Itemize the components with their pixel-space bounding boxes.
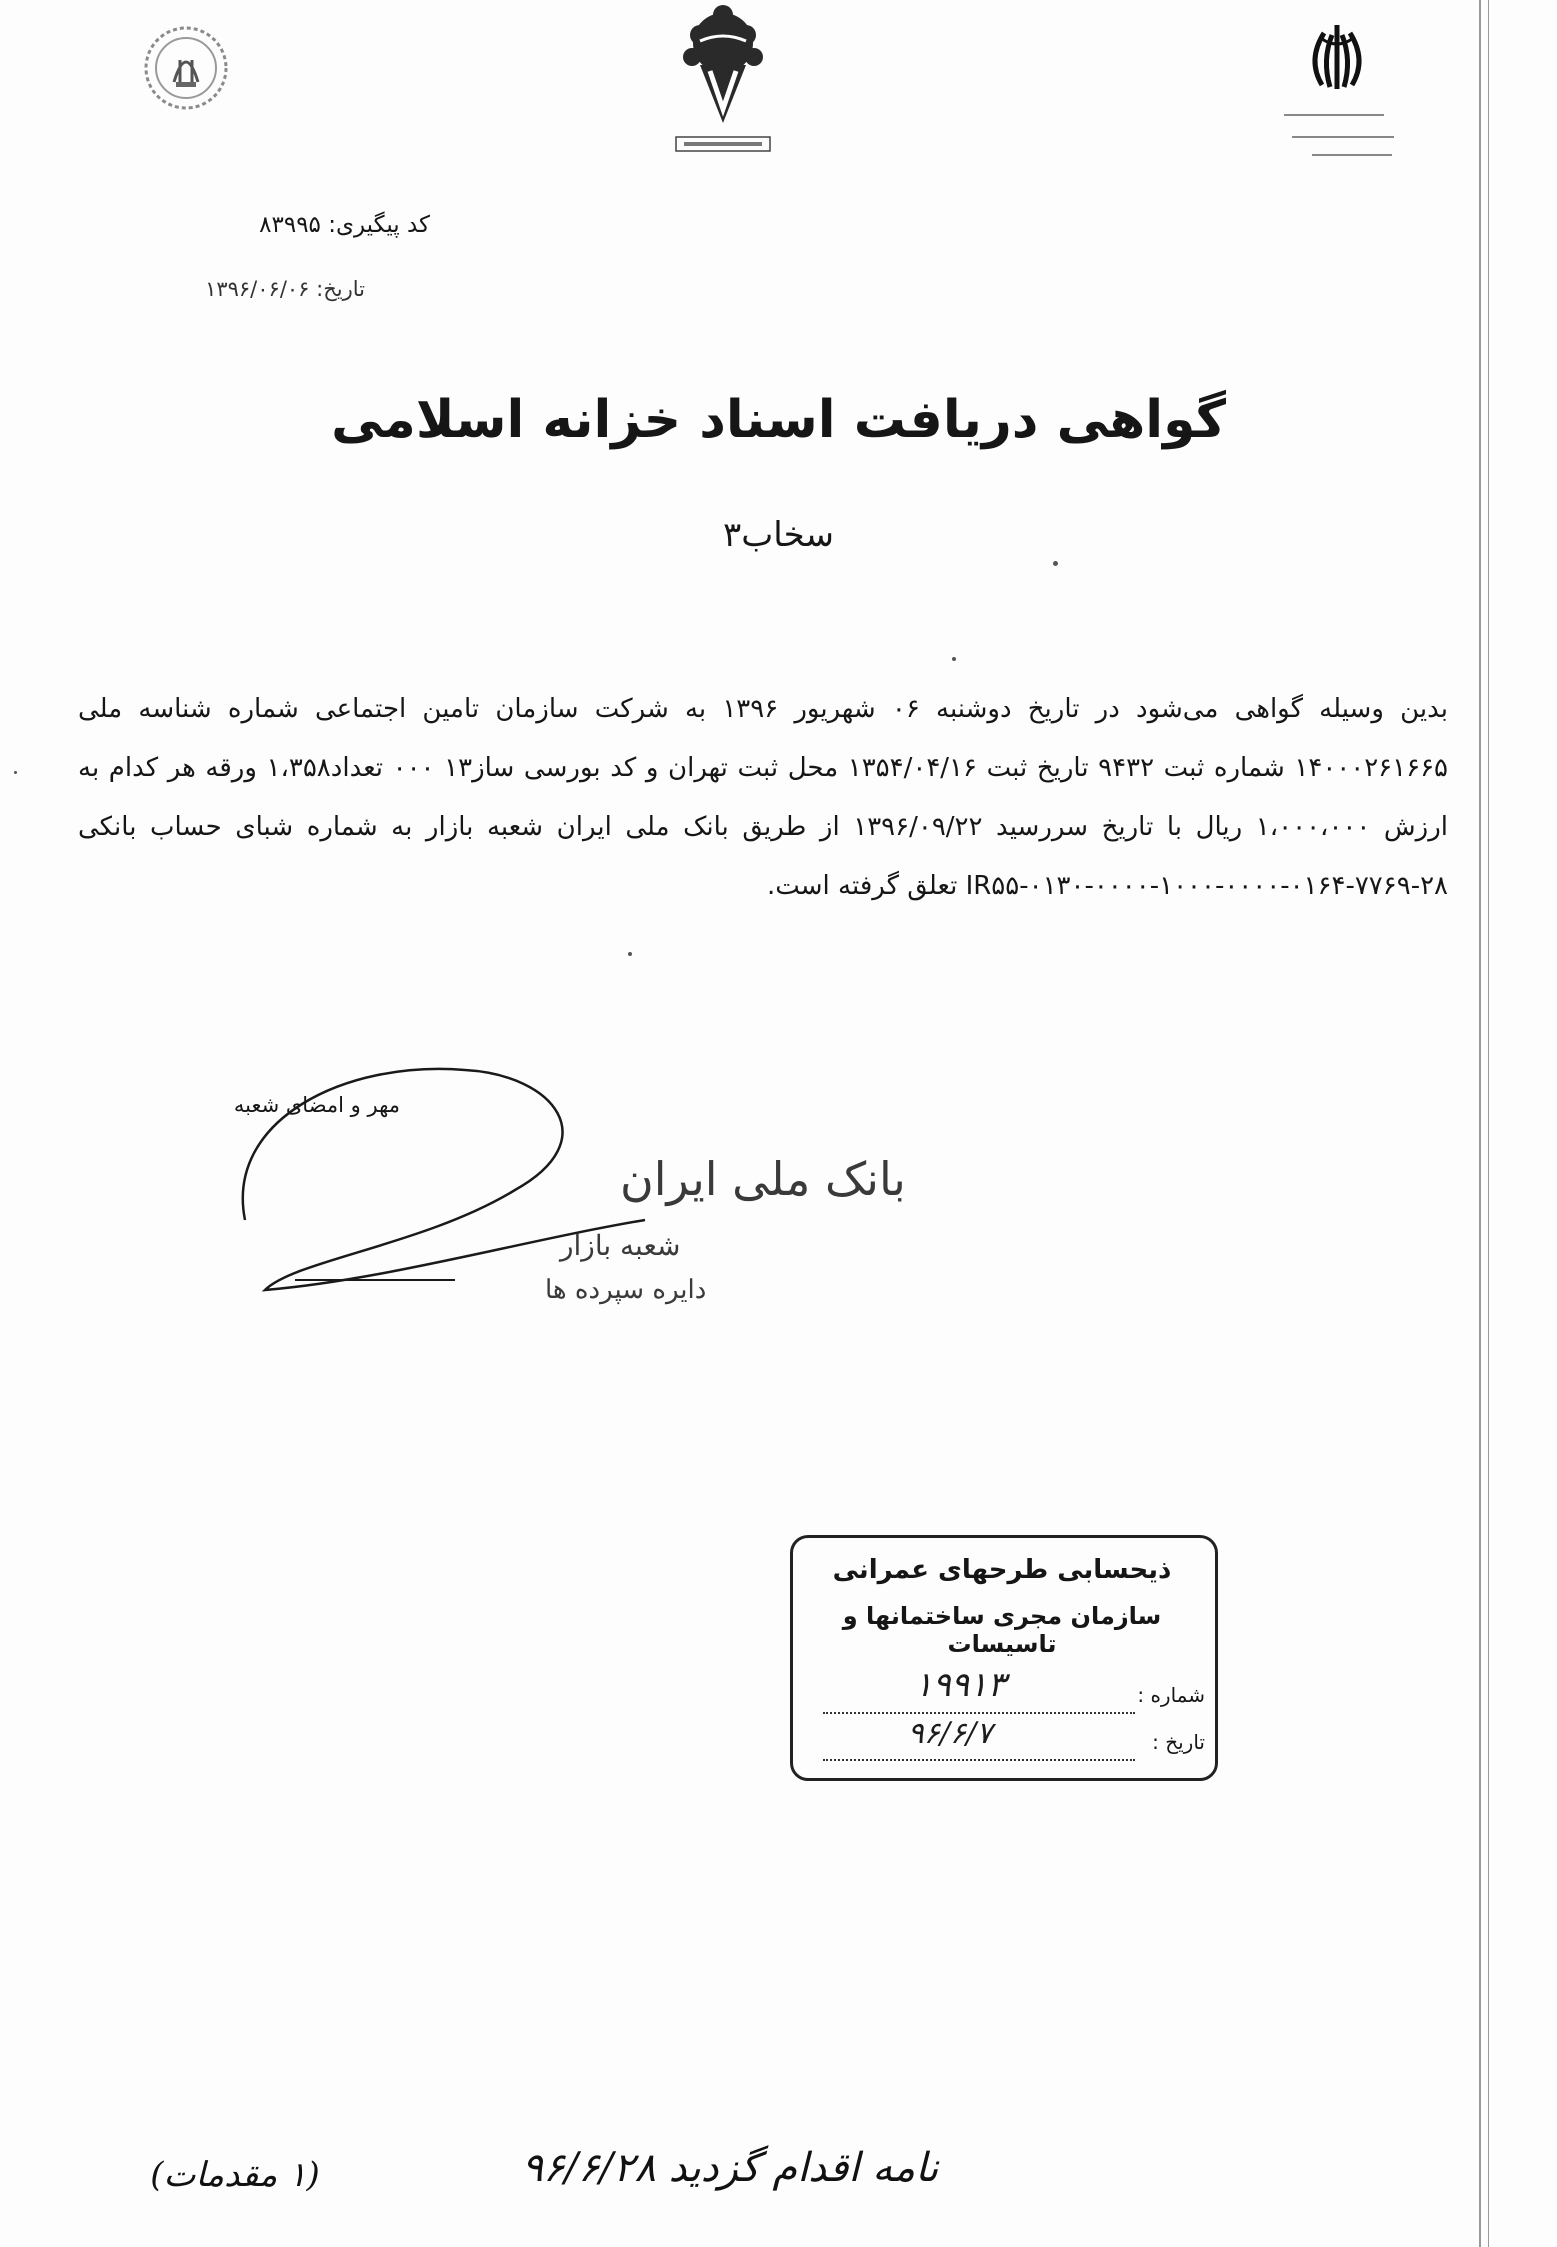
securities-depository-emblem-icon	[670, 5, 776, 155]
stamp-date-line	[823, 1757, 1135, 1761]
seal-line-2: شعبه بازار	[560, 1229, 681, 1262]
iran-emblem-icon	[1262, 15, 1412, 160]
stamp-number-label: شماره :	[1137, 1683, 1205, 1707]
stamp-date-label: تاریخ :	[1152, 1730, 1205, 1754]
stamp-number-value: ۱۹۹۱۳	[914, 1665, 1006, 1705]
scan-speck	[628, 952, 632, 956]
page-subtitle: سخاب۳	[722, 515, 835, 555]
stamp-date-value: ۹۶/۶/۷	[907, 1716, 993, 1751]
stamp-title: ذیحسابی طرحهای عمرانی	[832, 1555, 1172, 1585]
signature-label: مهر و امضای شعبه	[233, 1093, 400, 1117]
scan-speck	[14, 771, 17, 774]
handwritten-paren-note: (۱ مقدمات)	[150, 2155, 320, 2195]
scan-edge-line	[1488, 0, 1489, 2247]
page-title: گواهی دریافت اسناد خزانه اسلامی	[331, 390, 1226, 450]
stamp-organization: سازمان مجری ساختمانها و تاسیسات	[842, 1602, 1162, 1658]
seal-line-3: دایره سپرده ها	[545, 1275, 707, 1305]
branch-seal-signature	[225, 1030, 906, 1330]
bank-melli-emblem-icon	[140, 20, 232, 118]
certificate-body: بدین وسیله گواهی می‌شود در تاریخ دوشنبه ۰۶ شهریور ۱۳۹۶ به شرکت سازمان تامین اجتماعی شماره شناسه ملی ۱۴۰۰۰۲۶۱۶۶۵ شماره ثبت ۹۴۳۲ تاریخ ثبت ۱۳۵۴/۰۴/۱۶ محل ثبت تهران و کد بورسی ساز۱۳ ۰۰۰ تعداد۱،۳۵۸ ورقه هر کدام به ارزش ۱،۰۰۰،۰۰۰ ریال با تاریخ سررسید ۱۳۹۶/۰۹/۲۲ از طریق بانک ملی ایران شعبه بازار به شماره شبای حساب بانکی IR۵۵-۰۱۳۰-۰۰۰۰-۱۰۰۰-۰۰۰۰-۰۱۶۴-۷۷۶۹-۲۸ تعلق گرفته است.	[78, 694, 1449, 901]
tracking-code: کد پیگیری: ۸۳۹۹۵	[259, 212, 430, 238]
scan-edge-line	[1479, 0, 1481, 2247]
seal-line-1: بانک ملی ایران	[620, 1152, 906, 1206]
scan-speck	[1053, 561, 1058, 566]
scan-speck	[952, 657, 956, 661]
stamp-number-line	[823, 1710, 1135, 1714]
handwritten-note: نامه اقدام گزدید ۹۶/۶/۲۸	[521, 2145, 939, 2191]
document-date: تاریخ: ۱۳۹۶/۰۶/۰۶	[205, 277, 365, 301]
